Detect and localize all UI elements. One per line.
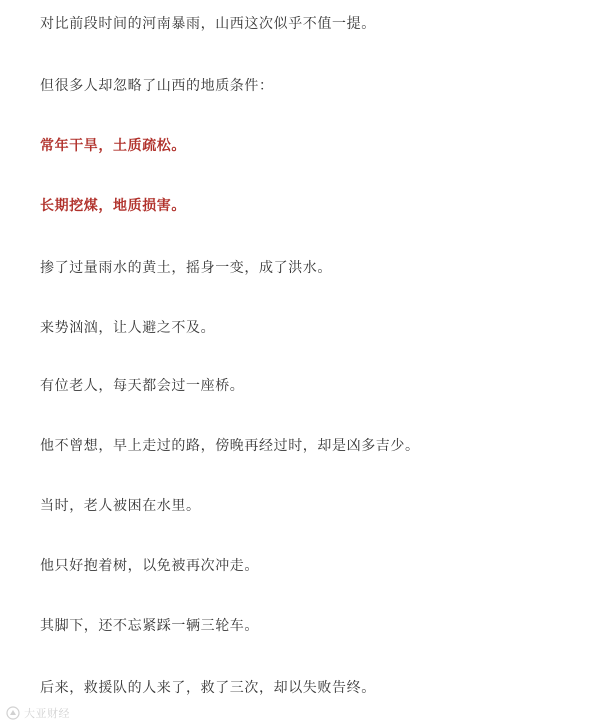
- paragraph-8: 他不曾想，早上走过的路，傍晚再经过时，却是凶多吉少。: [40, 438, 420, 454]
- watermark: [6, 704, 70, 722]
- paragraph-11: 其脚下，还不忘紧踩一辆三轮车。: [40, 618, 259, 634]
- paragraph-5: 掺了过量雨水的黄土，摇身一变，成了洪水。: [40, 260, 332, 276]
- paragraph-12: 后来，救援队的人来了，救了三次，却以失败告终。: [40, 680, 376, 696]
- paragraph-2: 但很多人却忽略了山西的地质条件：: [40, 78, 274, 94]
- emphasis-paragraph-1: 常年干旱，土质疏松。: [40, 138, 186, 154]
- paragraph-9: 当时，老人被困在水里。: [40, 498, 201, 514]
- watermark-logo-icon: [6, 706, 20, 720]
- emphasis-paragraph-2: 长期挖煤，地质损害。: [40, 198, 186, 214]
- paragraph-7: 有位老人，每天都会过一座桥。: [40, 378, 245, 394]
- watermark-text: 大亚财经: [24, 707, 70, 720]
- paragraph-10: 他只好抱着树，以免被再次冲走。: [40, 558, 259, 574]
- paragraph-6: 来势汹汹，让人避之不及。: [40, 320, 216, 336]
- paragraph-1: 对比前段时间的河南暴雨，山西这次似乎不值一提。: [40, 16, 376, 32]
